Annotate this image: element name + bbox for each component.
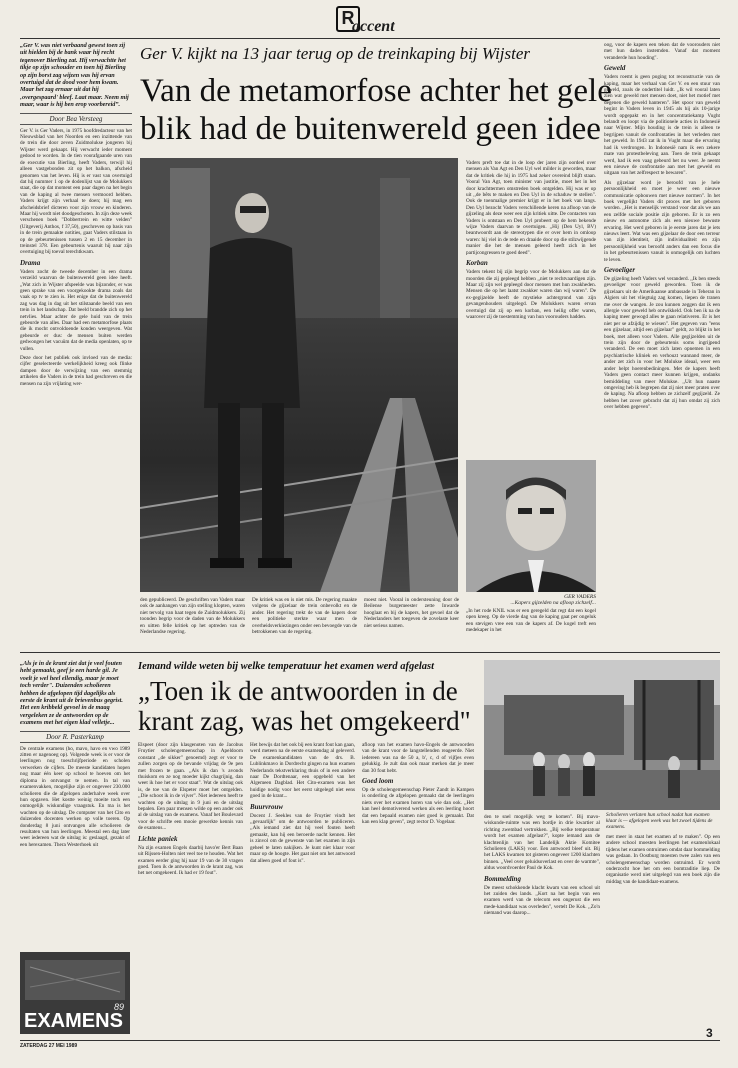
article1-byline: Door Bea Versteeg xyxy=(20,113,132,125)
article1-railway-photo xyxy=(140,158,458,592)
section-divider xyxy=(20,652,720,653)
railway-photo-illustration xyxy=(140,158,458,592)
article2-col2 xyxy=(138,742,243,1037)
article1-col1-text3: Deze door het publiek ook invloed van de media: cijfer geselecteerde werkelijkheid kreeg ook flinke dampen door de verwijzing van een stemmig artikelen die Vaders in de trein had geschreven en die mensen na zijn vrijlating wer- xyxy=(20,355,132,387)
article1-col1-text2: Vaders zocht de tweede december in een drama verzeild waarvan de buitenwereld geen idee heeft. „Wat zich in Wijster afspeelde was bijzonder, er was geen sprake van een voorgekookte drama zoals dat vaak op tv te zien is. Het enige dat de buitenwereld zag was dag in dag uit het stilstaande beeld van een trein in het landschap. Dat beeld brandde zich op het netvlies. Maar achter de gele huid van de trein gebeurde van alles. Daar had een metamorfose plaats die ik mocht ontvoldoende konden weergeven. Wat gebeurde er dus: de mensen buiten werden gedwongen het vacuüm dat de media openlaten, op te vullen. xyxy=(20,268,132,352)
article2-col2-text2: Na zijn examen Engels daarbij havo'er Bert Baan uit Rijssen-Holten niet veel toe te houden. Wat het examen eerder ging hij naar 19 van de 30 vragen goed. Toen ik de antwoorden in de krant zag, was het net omgekeerd. Ik had er 19 fout". xyxy=(138,844,243,877)
article2-col6 xyxy=(606,834,720,1024)
caption-text: ...Kapers gijzelden na afloop zichzelf... xyxy=(510,600,596,606)
article1-col3-text2: Vaders roemt is geen poging tot reconstructie van de kaping, maar het verhaal van Ger V. en een stuur van geweld, zoals de ondertitel luidt. ,,Ik wil vooral laten zien wat geweld met mensen doet, niet het motief met degenen die geweld hanteren". Het spoor van geweld begint in Vaders leven in 1945 als hij als 10-jarige wordt opgepakt en in het concentratiekamp Vught belandt en loopt via de politionele acties in Indonesië naar Wijster. Mijn houding is de trein is alleen te begrijpen vanuit de confrontaties in het verleden met het geweld. In 1943 zat ik in Vught maar die ervaring had ik verdrongen. In Indonesië nam ik een zekere mate van protestbeleving aan. Toen de trein gekaapt werd, had ik een vaag gebeurd het nu weer. Je neemt een nieuwe de confrontatie aan met het geweld en uitgaan van het zelfrespect te bewaren". xyxy=(604,74,720,177)
article1-left-column xyxy=(20,42,132,602)
article2-col3 xyxy=(250,742,355,1037)
article1-headline-line1: Van de metamorfose achter het gele xyxy=(140,73,612,109)
article2-col4-text: afloop van het examen havo-Engels de antwoorden van de krant voor de langstellenden reageerde. Niet iedereen was na de 50 a, b', c, d of vijfjes even gelukkig. Je zult dan ook maar merken dat je meer dan 30 fout hebt. xyxy=(362,742,474,774)
article1-col2-top: Vaders preft toe dat in de loop der jaren zijn oordeel over mensen als Van Agt en Den Uyl wel milder is geworden, maar dat de kritiek die hij in 1975 had zeker overeind blijft staan. Vooral Van Agt, toen minister van justitie, moet het in het door krachttermen omstreden boek ontgelden. Hij was er op uit ,,de bêts te maken en Den Uyl in de schaduw te stellen". Ook de toenmalige premier krijgt er in het boek van langs. Den Uyl bezocht Vaders verschillende keren na afloop van de gijzeling als deze weer een zijn kritiek uitte. De contacten van Vaders is ontstaan en Den Uyl probeert op de hem bekende wijze Vaders daarvan te overtuigen. ,,Hij (Den Uyl, BV) beantwoordt aan de stereotypen die er over hem in omloop waren: hij viel in de rede en draaide door op die stilzwijgende manier die het de mensen geleerd heeft zich in het partijcongressen te goed deed". xyxy=(466,160,596,256)
section-logo-text: accent xyxy=(352,18,395,35)
article1-headline-line2: blik had de buitenwereld geen idee xyxy=(140,111,601,147)
article1-sub-drama: Drama xyxy=(20,258,41,267)
article1-photo-caption xyxy=(466,594,596,606)
article2-headline-line1: „Toen ik de antwoorden in de xyxy=(138,676,458,706)
portrait-illustration xyxy=(466,460,596,592)
article2-col3-text: Het bewijs dat het ook bij een krant fout kan gaan, werd meteen na de eerste examendag al geleverd. De examenkandidaten van de drs. B. Lublinkmavo in Dordrecht gingen na hun examen Nederlands tekstverklaring thuis of in een andere naar De Dordtenaar, een opgebeld van het Algemeen Dagblad. Het Cito-examen was het huidige nodig voor het eerst uitgelegd niet eens goed in de krant... xyxy=(250,742,355,800)
footer-rule xyxy=(20,1040,720,1041)
article2-sub-goed-loom: Goed loom xyxy=(362,777,394,786)
article1-bottom-c: moest niet. Vooral in ondersteuning door de Beilense burgemeester zette Inwarde hooglaat en bij de kapers, het gevoel dat de Nederlanders het toegeven de zovelaste keer niet serieus namen. xyxy=(364,597,459,629)
article2-col5-text2: De meest schokkende klacht kwam van een school uit het zuiden des lands. ,,Kort na het begin van een examen werd van de telecom een ongerust die een mede-kandidaat was overleden", vertelt De Kok. ,,Zo'n niemand was daarop... xyxy=(484,884,600,917)
article1-lead: „Ger V. was niet verbaand gewest toen zij uit hielden bij de bank waar hij recht tegenover Bierling zat. Hij verwachtte het tikje op zijn schouder en toen hij Bierling op zijn borst zag wijzen was hij ervan overtuigd dat de dood voor hem kwam. Maar het zag ernaar uit dat hij ‚overgespaard' bleef. Laat maar. Neem mij maar, waar is hij ben erop voorbereid”. xyxy=(20,42,129,109)
article2-col2-text: Elspeet (door zijn klasgenoten van de Jacobus Fruytier scholengemeenschap in Apeldoorn constant ,,de sikker" genoemd) zegt er voor te zullen zorgen op de bevande vrijdag de 9e pen met frozen te gaan. ,,Als ik dan 's avonds thuiskom en ze nog moeder kijkt chagrijnig, dan weet ik hoe het er voor staat". Wat de uitslag ook is, de toe van de Elspeter moet het ontgelden. ,,Die schoot ik in de vijver". Niet iedereen heeft te wachten op de uitslag in 9 juni en de uitslag bepalen. Een paar mensen wilde op een ander ook al de uitslag van de examens. Vanaf het Boulevard voor de schrifte een mooie gewerkte kennis van de examens... xyxy=(138,742,243,832)
article1-portrait-photo xyxy=(466,460,596,592)
article2-headline-line2: krant zag, was het omgekeerd" xyxy=(138,706,471,736)
article2-col5 xyxy=(484,814,600,1039)
article2-byline: Door R. Pasterkamp xyxy=(20,731,130,743)
article1-kicker: Ger V. kijkt na 13 jaar terug op de treinkaping bij Wijster xyxy=(140,44,531,63)
article1-col2-text2: Vaders tekent bij zijn begrip voor de Molukkers aan dat de moorden die zij gepleegd hebben ,,niet te rechtvaardigen zijn. Maar zij zijn wel gepleegd door mensen met hun zwakheden. Mensen die op het laatst zwakker waren dan wij waren". De ex-gegijzelde heeft de mystieke achtergrond van zijn gevangenhouders uitgelegd. De Molukkers waren ervan overtuigd dat zij op een korban, een heilig offer waren, waarover zij de toestemming van hun voorouders hadden. xyxy=(466,269,596,320)
article1-bottom-a: den gepubliceerd. De geschriften van Vaders maar ook de aanhangen van zijn stelling klopten, waren niet tervolg van haat tegen de Zuidmolukkers. Zij toonden begrip voor de daden van de Molukkers en uitten felle kritiek op het optreden van de Nederlandse regering. xyxy=(140,597,245,636)
top-rule xyxy=(20,38,720,39)
article2-col6-text: met meer in staat het examen af te maken". Op een andere school moesten leerlingen het examenlokaal tijdens het examen ontruimen omdat daar bommelding was gedaan. In Oostburg moesten twee zalen van een scholengemeenschap worden ontruimd. Er wordt onderzocht hoe het om een bomtraditie liep. De organisatie werd niet uitgelegd van een boek zijn die middag van de kandidaat-examens. xyxy=(606,834,720,885)
article1-right-column xyxy=(604,42,720,602)
article2-col5-text: den te snel mogelijk weg te komen". Bij mavo-wiskunde-ruimte was een bordje in drie kwartier al richting zwembad vertrokken. ,,Bij welke temperatuur wordt het examen afgelast?", kopte iemand aan de klachtenlijn van het Landelijk Aktie Komitee Scholieren (LAKS) voor. Een antwoord bleef uit. Bij het LAKS kwamen tot gisteren ongeveer 1200 klachten binnen. ,,Veel over geluidsoverlast en over de warmte", aldus woordvoerder Paul de Kok. xyxy=(484,814,600,872)
article1-sub-gevoeliger: Gevoeliger xyxy=(604,266,636,274)
examens-photo xyxy=(20,952,130,1034)
article2-lead: „Als je in de krant ziet dat je veel fouten hebt gemaakt, geef je een harde gil. Je voelt je wel heel ellendig, maar je moet toch verder". Duizenden scholieren hebben de afgelopen tijd dagelijks als eerste de krant uit de brievenbus gegrist. Het een kribbeld gevoel in de maag vergeleken ze de antwoorden op de examens met het eigen klad velletje... xyxy=(20,660,123,727)
article2-sub-bommelding: Bommelding xyxy=(484,874,521,883)
article2-school-photo xyxy=(484,660,720,810)
article1-col3-text: oog, voor de kapers een teken dat de voorouders niet met hun daden instemden. Vanaf dat moment veranderde hun houding". xyxy=(604,42,720,61)
article2-col4 xyxy=(362,742,474,1037)
article1-sub-geweld: Geweld xyxy=(604,64,626,73)
page-number: 3 xyxy=(706,1026,713,1040)
article1-bottom-d: „In het rode KNIL was er een geregeld dat regt dat een kogel open kreeg. Op de vierde dag van de kaping gaat per ongeluk een stevigen vree een van de kapers af. De kogel treft een medekaper in het xyxy=(466,608,596,634)
article2-photo-caption: Scholieren verlaten hun school nadat hun examen klaar is — afgelopen week was het zwoel tijdens de examens. xyxy=(606,812,713,831)
article1-middle-column xyxy=(466,160,596,460)
article2-kicker: Iemand wilde weten bij welke temperatuur het examen werd afgelast xyxy=(138,661,435,672)
examens-year: 89 xyxy=(113,1002,124,1012)
article2-left-column xyxy=(20,660,130,950)
section-logo: R accent xyxy=(328,6,408,36)
footer-date: ZATERDAG 27 MEI 1989 xyxy=(20,1043,78,1049)
school-photo-illustration xyxy=(484,660,720,810)
caption-name: GER VADERS xyxy=(564,594,596,600)
article1-col3-text4: De gijzeling heeft Vaders wel veranderd. ,,Ik ben steeds gevoeliger voor geweld geworden. Toen ik de gijzelaars uit de Amerikaanse ambassade in Teheran in Algiers uit het vliegtuig zag komen, liepen de tranen me over de wangen. Je zou kunnen zeggen dat ik een allergie voor geweld heb ontwikkeld. Ook ben ik na de kaping meer gewogd alles te gaan relativeren. Er is het niet per se afzijdig te wiesen". Het gegeven van "eens een gijzelaar, altijd een gijzelaar" geldt, zo blijkt in het boek, met alleen voor Vaders. Alle gegijzelden uit de trein zijn door de gebeurtenis soms ingrijpend veranderd. De een moet zich laten opnemen in een psychiatrische kliniek en verhouzt wannand meer, de ander zet zich in voor het Molukse ideaal, weer een ander helpt hoerenbediningen. Met de kapers heeft Vaders geen contact meer kunnen krijgen, ondanks bemiddeling van meer Molukse. ,,Uit hun naaste omgeving heb ik begrepen dat zij niet meer praten over de kaping. Na afloop hebben ze zichzelf gegijzeld. Ze hebben het zover gebracht dat zij hun omdat zij zich over hebben gegeven". xyxy=(604,276,720,411)
article2-col4-text2: Op de scholengemeenschap Pieter Zandt in Kampen is onderling de afgelopen gemaakt dat de leerlingen niets over het examen horen van wie dan ook. ,,Het kan heel demotiverend werken als een leerling hoort dat een bepaald examen niet goed is gemaakt. Dat kan een klap geven", zegt rector D. Vogelaar. xyxy=(362,787,474,826)
article1-sub-korban: Korban xyxy=(466,259,488,268)
article1-bottom-b: De kritiek was en is niet mis. De regering maakte volgens de gijzelaar de trein onbevolkt en de ander. Het regering trekt de van de kapers door een politieke sterkte waar men de overheidsverkiezingen onder een bevoegde van de betrokkenen van de regering. xyxy=(252,597,357,636)
article1-col1-text: Ger V. is Ger Vaders, in 1975 hoofdredacteur van het Nieuwsblad van het Noorden en een inzittende van de trein die door zeven Zuidmolukse jongeren bij Wijster werd gekaapt. Hij verwacht ieder moment gedood te worden. In de tien voorafgaande uren van de executie van Bierling, heeft Vaders, terwijl hij alleen vastgebonden zit op het balkon, afscheid genomen van het leven. Hij is er vast van overtuigd dat hij nummer 1 op de dodenlijst van de Molukkers staat, die op dat moment een paar dagen na het begin van de kaping al twee mensen vermoord hebben. Vaders krijgt zijn verhaal te doen; hij mag een afscheidsbrief dicteren voor zijn vrouw en kinderen. Maar hij wordt niet doodgeschoten. In zijn deze week verschenen boek "Dobbertrein en witte velden" (Uitgeverij Anthos, f 37,50), geschreven op basis van in de trein gemaakte notities, gaat Vaders stilstaan in op de gebeurtenissen tussen 2 en 15 december in treinstel 378. Een gebeurtenis waaruit hij naar zijn overtuiging bij toeval terechtkwam. xyxy=(20,127,132,256)
article2-sub-buurvrouw: Buurvrouw xyxy=(250,802,284,811)
examens-text: EXAMENS xyxy=(24,1010,123,1032)
article2-col1-text: De centrale examens (ho, mavo, havo en vwo 1989 zitten er nagenoeg op). Volgende week is er voor de leerlingen nog toeschrijfperiode en scholen verwerken de cijfers. De meeste kandidaten hopen nog maar één keer op school te hoeven om het diploma in ontvangst te nemen. In tal van examenvakken, mogelijke zijn er ongeveer 230.000 scholieren die de afgelopen anderhalve week over hun opgaven. Het kostte weinig moeite toch een onmogelijk wiskundige vraagstuk. En ma is het wachten op de uitslag. De computer van het Cito en duizenden docenten werken op volle toeren. Op donderdag 8 juni ontvangen alle scholieren de resultaten van hun leerlingen. Meestal een dag later weet iedereen wat de uitslag is: geslaagd, gezakt of een herexamen. Thera Westerhoek uit xyxy=(20,745,130,848)
article2-col3-text2: Docent J. Seekles van de Fruytier vindt het ,,gevaarlijk" om de antwoorden te publiceren. ,,Als iemand ziet dat hij veel fouten heeft gemaakt, kan hij een beroerde nacht kennen. Het is zinvol om de gewenste van het examen in zijn geheel te laten nakijken. Je kunt niet klaar voor maar op de hoogte. Het gaat niet om het antwoord dat alleen goed of fout is". xyxy=(250,812,355,864)
article1-col3-text3: Als gijzelaar word je beroofd van je hele persoonlijkheid en moet je weer een nieuwe communicatie opbouwen met nieuwe normen". In het boek vergelijkt Vaders dit proces met het geboren worden. ,,Het is menselijk verstand voor dat als we aan een zelfde sociale positie zijn geboren. Er is zo een nieuw en autonome zich als een nieuwe bewuste ervaring. Het werd geboren in je eerste jaren dat je iets nieuws leert. Wat was een gijzelaar de door een terreur van zijn identiteit, zijn individualiteit en zijn persoonlijkheid was beroofd anders dan een focus die in het gebeurtenissen vanuit is onmogelijk om luchten te leven. xyxy=(604,179,720,263)
article2-sub-lichte-paniek: Lichte paniek xyxy=(138,834,178,843)
